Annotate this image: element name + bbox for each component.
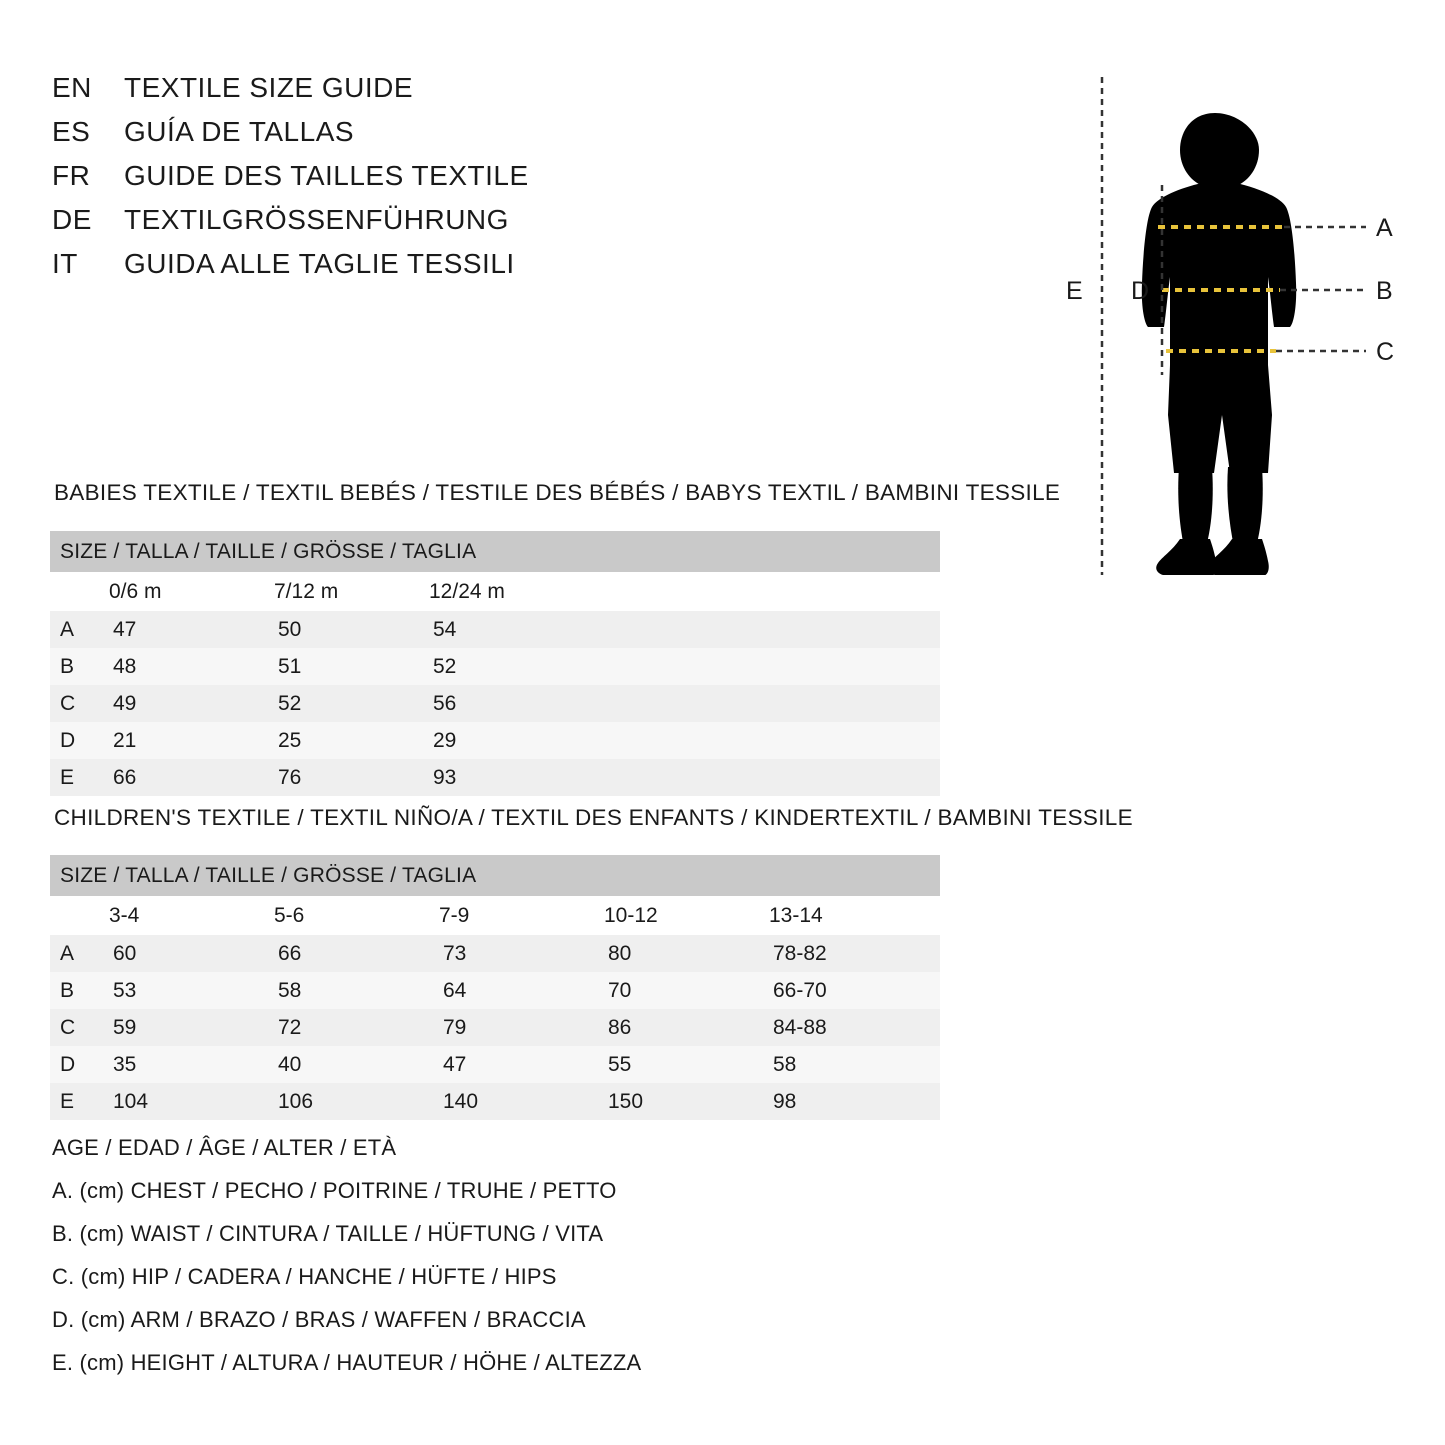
- cell-text: 55: [608, 1052, 632, 1076]
- column-header: [755, 896, 940, 935]
- cell-value: [590, 1009, 755, 1046]
- table-row: [50, 759, 940, 796]
- column-header-label: 7-9: [439, 903, 470, 927]
- cell-value: [260, 611, 415, 648]
- cell-text: 59: [113, 1015, 137, 1039]
- cell-text: 98: [773, 1089, 797, 1113]
- cell-text: 106: [278, 1089, 314, 1113]
- cell-value: [590, 935, 755, 972]
- cell-value: [95, 648, 260, 685]
- cell-value: [260, 935, 425, 972]
- cell-value: [425, 1009, 590, 1046]
- language-title: TEXTILE SIZE GUIDE: [124, 72, 414, 103]
- cell-value: [260, 1009, 425, 1046]
- cell-value: [260, 1083, 425, 1120]
- column-header: [590, 896, 755, 935]
- language-code: EN: [52, 72, 92, 103]
- language-code: DE: [52, 204, 92, 235]
- cell-text: 49: [113, 691, 137, 715]
- column-header-label: 5-6: [274, 903, 305, 927]
- row-label: E: [50, 1083, 95, 1120]
- babies-size-table: [50, 531, 940, 796]
- marker-label-a: A: [1376, 214, 1393, 242]
- column-header: [425, 896, 590, 935]
- cell-value: [425, 1083, 590, 1120]
- cell-text: 86: [608, 1015, 632, 1039]
- cell-value: [415, 722, 940, 759]
- cell-value: [95, 611, 260, 648]
- cell-text: 51: [278, 654, 302, 678]
- cell-text: 47: [113, 617, 137, 641]
- language-title: GUÍA DE TALLAS: [124, 116, 355, 147]
- cell-value: [95, 685, 260, 722]
- cell-value: [95, 1009, 260, 1046]
- cell-text: 47: [443, 1052, 467, 1076]
- table-header-row: [50, 531, 940, 572]
- language-code: FR: [52, 160, 91, 191]
- table-row: [50, 648, 940, 685]
- language-row: [52, 116, 752, 160]
- legend-line: C. (cm) HIP / CADERA / HANCHE / HÜFTE / HIPS: [52, 1264, 557, 1289]
- column-header: [415, 572, 940, 611]
- cell-text: 150: [608, 1089, 644, 1113]
- column-header: [260, 572, 415, 611]
- language-row: [52, 248, 752, 292]
- cell-text: 93: [433, 765, 457, 789]
- marker-label-b: B: [1376, 277, 1393, 305]
- measurement-legend: [52, 1135, 952, 1393]
- language-code: ES: [52, 116, 91, 147]
- cell-value: [415, 759, 940, 796]
- column-header-label: 10-12: [604, 903, 658, 927]
- language-row: [52, 72, 752, 116]
- table-row: [50, 935, 940, 972]
- table-column-header-row: [50, 896, 940, 935]
- table-row: [50, 611, 940, 648]
- cell-value: [415, 611, 940, 648]
- language-title-block: [52, 72, 752, 292]
- cell-text: 80: [608, 941, 632, 965]
- cell-text: 25: [278, 728, 302, 752]
- cell-text: 54: [433, 617, 457, 641]
- cell-value: [260, 648, 415, 685]
- cell-text: 52: [278, 691, 302, 715]
- cell-text: 40: [278, 1052, 302, 1076]
- cell-text: 73: [443, 941, 467, 965]
- cell-text: 58: [278, 978, 302, 1002]
- cell-value: [95, 722, 260, 759]
- cell-text: 29: [433, 728, 457, 752]
- row-label: A: [50, 935, 95, 972]
- row-label: C: [50, 685, 95, 722]
- language-title: GUIDA ALLE TAGLIE TESSILI: [124, 248, 515, 279]
- children-size-table: [50, 855, 940, 1120]
- column-header-label: 3-4: [109, 903, 140, 927]
- cell-text: 50: [278, 617, 302, 641]
- table-row: [50, 972, 940, 1009]
- cell-text: 140: [443, 1089, 479, 1113]
- cell-value: [425, 972, 590, 1009]
- cell-value: [95, 1083, 260, 1120]
- column-header: [95, 572, 260, 611]
- babies-size-header: SIZE / TALLA / TAILLE / GRÖSSE / TAGLIA: [50, 531, 940, 572]
- cell-text: 84-88: [773, 1015, 827, 1039]
- legend-line: D. (cm) ARM / BRAZO / BRAS / WAFFEN / BRACCIA: [52, 1307, 586, 1332]
- cell-value: [425, 1046, 590, 1083]
- table-row: [50, 685, 940, 722]
- babies-section-heading: BABIES TEXTILE / TEXTIL BEBÉS / TESTILE DES BÉBÉS / BABYS TEXTIL / BAMBINI TESSILE: [54, 480, 1061, 505]
- cell-text: 52: [433, 654, 457, 678]
- column-header: [260, 896, 425, 935]
- language-row: [52, 204, 752, 248]
- children-section-heading: CHILDREN'S TEXTILE / TEXTIL NIÑO/A / TEXTIL DES ENFANTS / KINDERTEXTIL / BAMBINI TESSILE: [54, 805, 1133, 830]
- cell-value: [755, 1046, 940, 1083]
- marker-label-d: D: [1131, 277, 1150, 305]
- cell-value: [590, 972, 755, 1009]
- cell-value: [590, 1083, 755, 1120]
- legend-line: B. (cm) WAIST / CINTURA / TAILLE / HÜFTUNG / VITA: [52, 1221, 604, 1246]
- empty-corner-cell: [50, 572, 95, 611]
- row-label: B: [50, 972, 95, 1009]
- cell-text: 35: [113, 1052, 137, 1076]
- cell-value: [260, 972, 425, 1009]
- cell-text: 66-70: [773, 978, 827, 1002]
- row-label: D: [50, 722, 95, 759]
- cell-value: [415, 685, 940, 722]
- row-label: B: [50, 648, 95, 685]
- cell-value: [95, 935, 260, 972]
- cell-value: [95, 972, 260, 1009]
- language-title: GUIDE DES TAILLES TEXTILE: [124, 160, 529, 191]
- cell-text: 64: [443, 978, 467, 1002]
- column-header-label: 13-14: [769, 903, 823, 927]
- cell-value: [415, 648, 940, 685]
- children-size-header: SIZE / TALLA / TAILLE / GRÖSSE / TAGLIA: [50, 855, 940, 896]
- row-label: E: [50, 759, 95, 796]
- row-label: A: [50, 611, 95, 648]
- cell-value: [95, 759, 260, 796]
- cell-text: 60: [113, 941, 137, 965]
- legend-line: A. (cm) CHEST / PECHO / POITRINE / TRUHE / PETTO: [52, 1178, 617, 1203]
- table-header-row: [50, 855, 940, 896]
- cell-text: 70: [608, 978, 632, 1002]
- cell-text: 76: [278, 765, 302, 789]
- cell-text: 66: [113, 765, 137, 789]
- table-row: [50, 1009, 940, 1046]
- body-measurement-figure: [1040, 55, 1420, 575]
- empty-corner-cell: [50, 896, 95, 935]
- cell-text: 104: [113, 1089, 149, 1113]
- cell-text: 58: [773, 1052, 797, 1076]
- language-row: [52, 160, 752, 204]
- column-header-label: 0/6 m: [109, 579, 162, 603]
- table-row: [50, 1083, 940, 1120]
- child-silhouette-icon: [1142, 113, 1296, 575]
- row-label: C: [50, 1009, 95, 1046]
- cell-value: [590, 1046, 755, 1083]
- cell-value: [755, 1083, 940, 1120]
- cell-value: [260, 759, 415, 796]
- marker-label-e: E: [1066, 277, 1083, 305]
- cell-text: 79: [443, 1015, 467, 1039]
- column-header-label: 7/12 m: [274, 579, 339, 603]
- cell-value: [260, 722, 415, 759]
- cell-text: 78-82: [773, 941, 827, 965]
- cell-text: 56: [433, 691, 457, 715]
- cell-value: [260, 1046, 425, 1083]
- legend-line: E. (cm) HEIGHT / ALTURA / HAUTEUR / HÖHE / ALTEZZA: [52, 1350, 642, 1375]
- cell-text: 72: [278, 1015, 302, 1039]
- cell-value: [95, 1046, 260, 1083]
- cell-text: 66: [278, 941, 302, 965]
- cell-text: 48: [113, 654, 137, 678]
- table-row: [50, 1046, 940, 1083]
- cell-value: [425, 935, 590, 972]
- row-label: D: [50, 1046, 95, 1083]
- column-header: [95, 896, 260, 935]
- column-header-label: 12/24 m: [429, 579, 505, 603]
- cell-value: [755, 1009, 940, 1046]
- cell-value: [755, 935, 940, 972]
- marker-label-c: C: [1376, 338, 1395, 366]
- cell-text: 53: [113, 978, 137, 1002]
- table-row: [50, 722, 940, 759]
- legend-line: AGE / EDAD / ÂGE / ALTER / ETÀ: [52, 1135, 397, 1160]
- cell-value: [755, 972, 940, 1009]
- table-column-header-row: [50, 572, 940, 611]
- cell-value: [260, 685, 415, 722]
- language-code: IT: [52, 248, 78, 279]
- language-title: TEXTILGRÖSSENFÜHRUNG: [124, 204, 509, 235]
- cell-text: 21: [113, 728, 137, 752]
